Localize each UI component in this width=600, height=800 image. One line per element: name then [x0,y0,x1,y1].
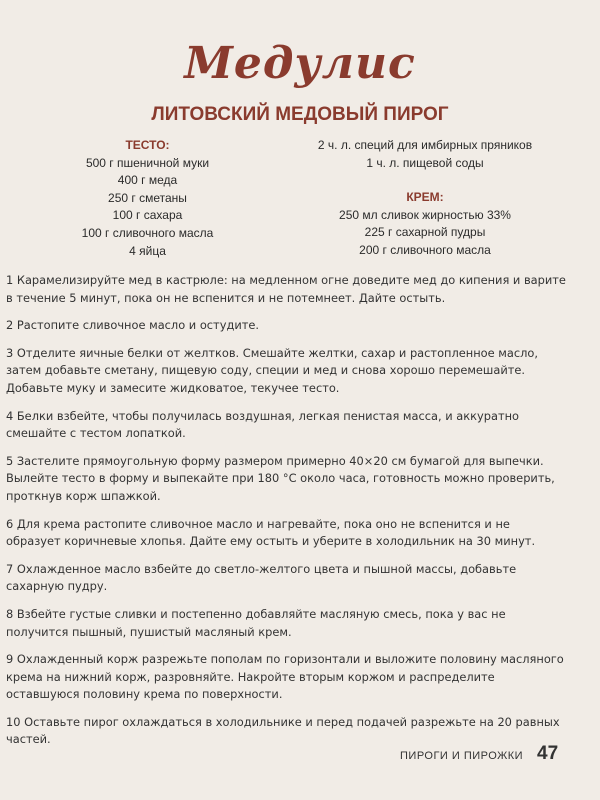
step-10: 10 Оставьте пирог охлаждаться в холодильнике и перед подачей разрежьте на 20 равных частей. [6,714,560,747]
dough-ingredients [40,137,255,260]
ingredient-item: 500 г пшеничной муки [85,155,210,170]
step-8: 8 Взбейте густые сливки и постепенно добавляйте масляную смесь, пока у вас не получится пышный, пушистый масляный крем. [6,606,506,639]
ingredient-item: 100 г сливочного масла [81,225,214,240]
recipe-steps [6,272,566,759]
ingredient-item: 250 г сметаны [108,190,187,205]
ingredient-item: 2 ч. л. специй для имбирных пряников [317,138,533,152]
ingredient-item: 400 г меда [117,173,178,188]
step-4: 4 Белки взбейте, чтобы получилась воздушная, легкая пенистая масса, и аккуратно смешайте с тестом лопаткой. [6,408,520,441]
ingredient-item: 100 г сахара [112,208,183,223]
step-1: 1 Карамелизируйте мед в кастрюле: на медленном огне доведите мед до кипения и варите в течение 5 минут, пока он не вспенится и не потемнеет. Дайте остыть. [6,273,566,305]
step-5: 5 Застелите прямоугольную форму размером примерно 40×20 см бумагой для выпечки. Вылейте тесто в форму и выпекайте при 180 °C около часа, готовность можно проверить, проткнув корж шпажкой. [6,453,555,503]
step-9: 9 Охлажденный корж разрежьте пополам по горизонтали и выложите половину масляного крема на нижний корж, разровняйте. Накройте вторым коржом и распределите оставшуюся половину крема по поверхности. [6,652,564,702]
step-3: 3 Отделите яичные белки от желтков. Смешайте желтки, сахар и растопленное масло, затем добавьте сметану, пищевую соду, специи и мед и снова хорошо перемешайте. Добавьте муку и замесите жидковатое, текучее тесто. [6,345,538,395]
ingredient-item: 4 яйца [129,243,166,258]
ingredient-item: 1 ч. л. пищевой соды [366,155,484,170]
cream-heading: КРЕМ: [406,190,444,205]
ingredient-item: 200 г сливочного масла [359,242,491,257]
step-6: 6 Для крема растопите сливочное масло и нагревайте, пока оно не вспенится и не образует коричневые хлопья. Дайте ему остыть и уберите в холодильник на 30 минут. [6,516,536,549]
section-label: ПИРОГИ И ПИРОЖКИ [400,750,524,762]
recipe-subtitle: ЛИТОВСКИЙ МЕДОВЫЙ ПИРОГ [151,104,449,125]
page-number: 47 [537,743,559,764]
recipe-title: Медулис [184,38,416,89]
ingredient-item: 250 мл сливок жирностью 33% [339,207,511,222]
extra-and-cream-ingredients [290,137,560,260]
dough-heading: ТЕСТО: [125,138,170,152]
step-7: 7 Охлажденное масло взбейте до светло-желтого цвета и пышной массы, добавьте сахарную пудру. [6,561,517,594]
ingredient-item: 225 г сахарной пудры [364,225,486,240]
spacer [290,172,560,189]
step-2: 2 Растопите сливочное масло и остудите. [6,318,259,333]
